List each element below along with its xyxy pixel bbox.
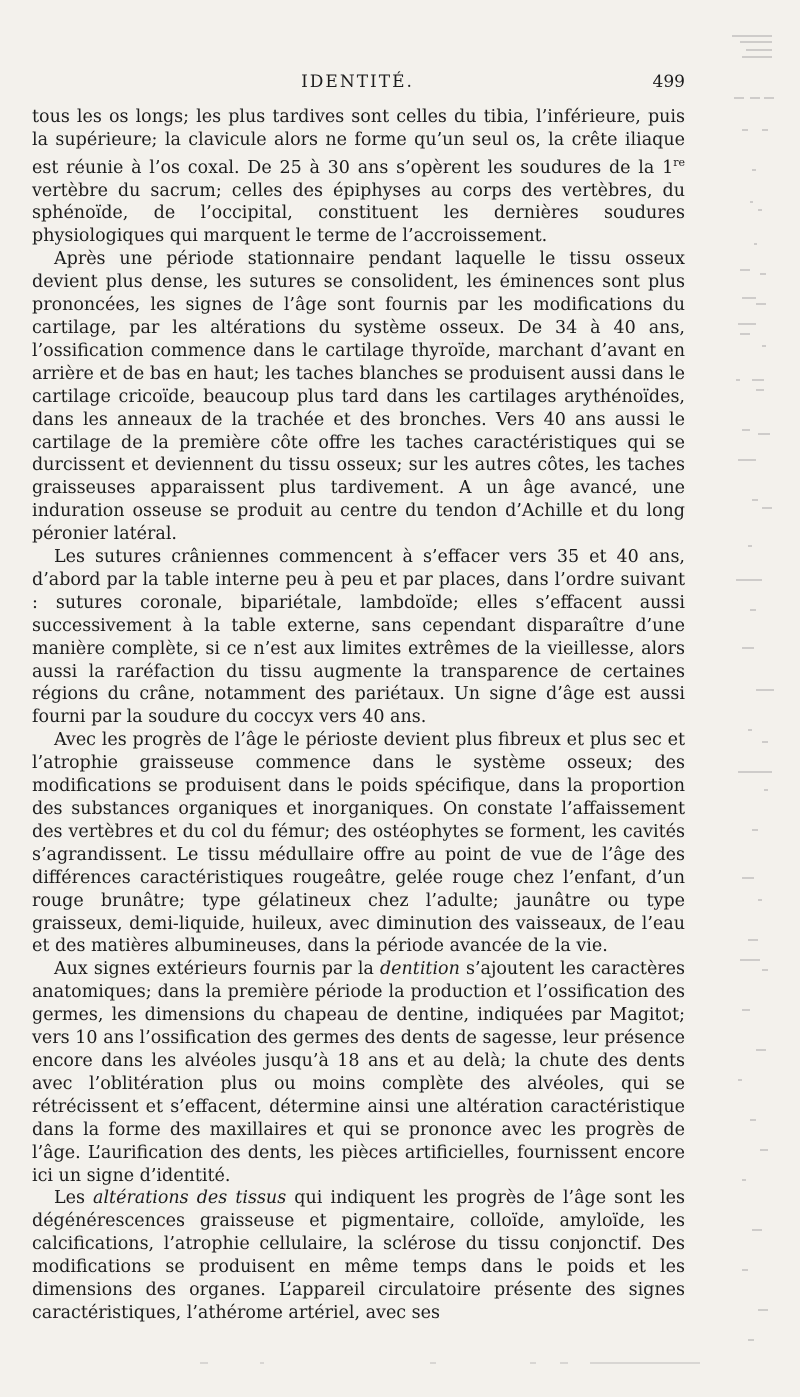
text-run: qui indiquent les progrès de l’âge sont les dégénérescences graisseuse et pigmentaire, colloïde, amyloïde, les calcifications, l’atrophie cellulaire, la sclérose du tissu conjonctif. Des modifications se produisent en même temps dans le poids et les dimensions des organes. L’appareil circulatoire présente des signes caractéristiques, l’athérome artériel, avec ses [32, 1188, 685, 1323]
body-text [32, 106, 685, 1325]
italic-text: dentition [379, 959, 460, 980]
superscript: re [673, 155, 685, 169]
text-run: Les [54, 1188, 94, 1209]
paragraph [32, 546, 685, 729]
paragraph [32, 958, 685, 1187]
paragraph [32, 1187, 685, 1324]
page-header [30, 72, 685, 100]
text-run: Avec les progrès de l’âge le périoste devient plus fibreux et plus sec et l’atrophie graisseuse commence dans le système osseux; des modifications se produisent dans le poids spécifique, dans la proportion des substances organiques et inorganiques. On constate l’affaissement des vertèbres et du col du fémur; des ostéophytes se forment, les cavités s’agrandissent. Le tissu médullaire offre au point de vue de l’âge des différences caractéristiques rougeâtre, gelée rouge chez l’enfant, d’un rouge brunâtre; type gélatineux chez l’adulte; jaunâtre ou type graisseux, demi-liquide, huileux, avec diminution des vaisseaux, de l’eau et des matières albumineuses, dans la période avancée de la vie. [32, 730, 685, 957]
page-number: 499 [652, 72, 685, 92]
text-run: s’ajoutent les caractères anatomiques; dans la première période la production et l’ossification des germes, les dimensions du chapeau de dentine, indiquées par Magitot; vers 10 ans l’ossification des germes des dents de sagesse, leur présence encore dans les alvéoles jusqu’à 18 ans et au delà; la chute des dents avec l’oblitération plus ou moins complète des alvéoles, qui se rétrécissent et s’effacent, détermine ainsi une altération caractéristique dans la forme des maxillaires et qui se prononce avec les progrès de l’âge. L’aurification des dents, les pièces artificielles, fournissent encore ici un signe d’identité. [32, 959, 685, 1186]
text-run: Aux signes extérieurs fournis par la [54, 959, 380, 980]
paragraph [32, 106, 685, 248]
paragraph [32, 729, 685, 958]
paragraph [32, 248, 685, 546]
bottom-bleed-through [190, 1358, 710, 1368]
italic-text: altérations des tissus [93, 1188, 287, 1209]
text-run: Les sutures crâniennes commencent à s’effacer vers 35 et 40 ans, d’abord par la table interne peu à peu et par places, dans l’ordre suivant : sutures coronale, bipariétale, lambdoïde; elles s’effacent aussi successivement à la table externe, sans cependant disparaître d’une manière complète, si ce n’est aux limites extrêmes de la vieillesse, alors aussi la raréfaction du tissu augmente la transparence de certaines régions du crâne, notamment des pariétaux. Un signe d’âge est aussi fourni par la soudure du coccyx vers 40 ans. [32, 547, 685, 728]
margin-bleed-through [712, 30, 782, 1360]
running-title: IDENTITÉ. [301, 72, 414, 92]
text-run: vertèbre du sacrum; celles des épiphyses au corps des vertèbres, du sphénoïde, de l’occipital, constituent les dernières soudures physiologiques qui marquent le terme de l’accroissement. [32, 180, 685, 247]
text-run: Après une période stationnaire pendant laquelle le tissu osseux devient plus dense, les sutures se consolident, les éminences sont plus prononcées, les signes de l’âge sont fournis par les modifications du cartilage, par les altérations du système osseux. De 34 à 40 ans, l’ossification commence dans le cartilage thyroïde, marchant d’avant en arrière et de bas en haut; les taches blanches se produisent aussi dans le cartilage cricoïde, beaucoup plus tard dans les cartilages arythénoïdes, dans les anneaux de la trachée et des bronches. Vers 40 ans aussi le cartilage de la première côte offre les taches caractéristiques qui se durcissent et deviennent du tissu osseux; sur les autres côtes, les taches graisseuses apparaissent plus tardivement. A un âge avancé, une induration osseuse se produit au centre du tendon d’Achille et du long péronier latéral. [32, 249, 685, 545]
text-run: tous les os longs; les plus tardives sont celles du tibia, l’inférieure, puis la supérieure; la clavicule alors ne forme qu’un seul os, la crête iliaque est réunie à l’os coxal. De 25 à 30 ans s’opèrent les soudures de la 1 [32, 107, 685, 178]
